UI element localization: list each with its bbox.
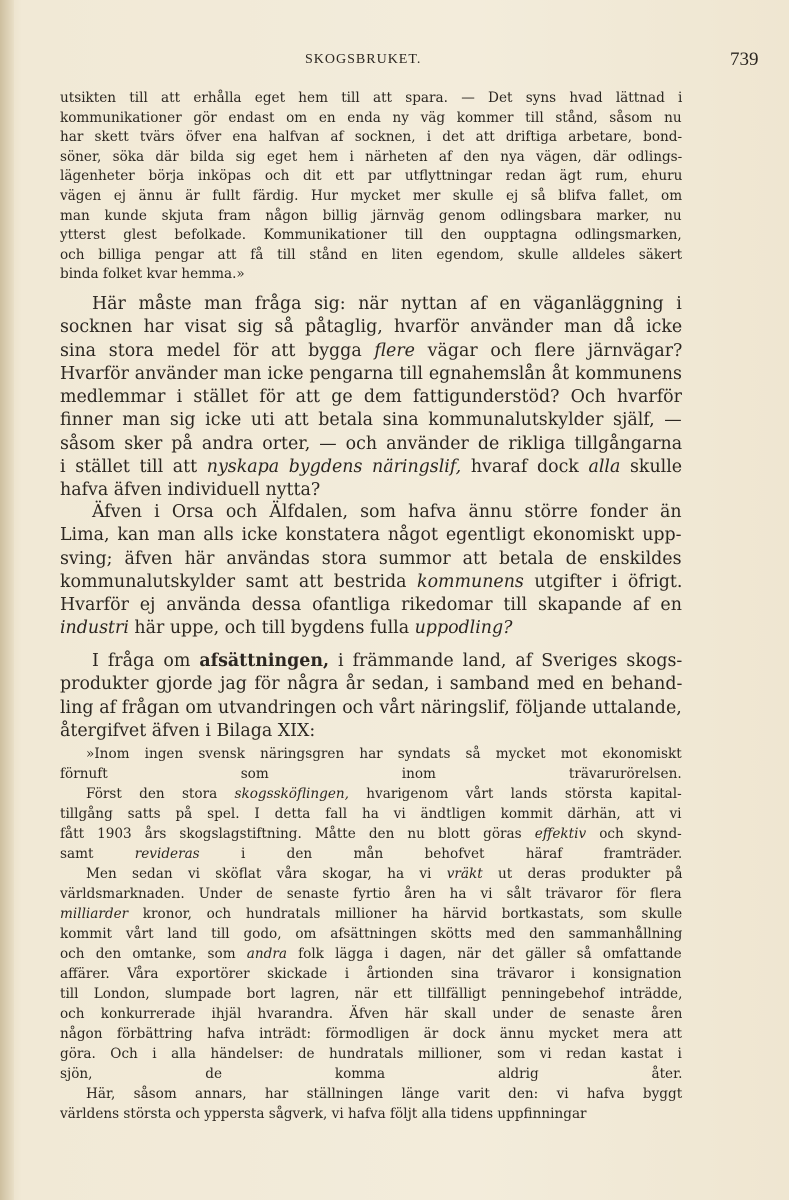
italic-text: nyskapa bygdens näringslif, [206,457,462,478]
paragraph-2 [60,501,682,641]
text-line: såsom sker på andra orter, — och använder de rikliga tillgångarna [60,433,683,454]
text-line: Lima, kan man alls icke konstatera något egentligt ekonomiskt upp- [60,525,682,546]
text-line: återgifvet äfven i Bilaga XIX: [60,720,316,741]
italic-text: skogssköflingen, [234,786,349,802]
text-line: Äfven i Orsa och Älfdalen, som hafva ännu större fonder än [92,502,682,522]
quoted-small-paragraph [60,89,682,285]
text-line: sving; äfven här användas stora summor att betala de enskildes [60,548,682,569]
text-line: man kunde skjuta fram någon billig järnväg genom odlingsbara marker, nu [60,207,682,224]
italic-text: revideras [134,846,200,862]
italic-text: andra [246,946,287,962]
text-line: i stället till att nyskapa bygdens näringslif, hvaraf dock alla skulle [60,457,683,478]
text-line: och billiga pengar att få till stånd en liten egendom, skulle alldeles säkert [60,246,683,263]
text-line: och den omtanke, som andra folk lägga i dagen, när det gäller så omfattande [60,946,682,962]
spaced-emphasis: afsättningen, [199,651,330,671]
text-line: Först den stora skogssköflingen, hvarigenom vårt lands största kapital- [86,786,682,802]
text-line: någon förbättring hafva inträdt: förmodligen är dock ännu mycket mera att [60,1026,682,1042]
text-line: industri här uppe, och till bygdens fulla uppodling? [60,618,513,639]
text-line: Men sedan vi sköflat våra skogar, ha vi vräkt ut deras produkter på [86,866,683,882]
text-line: utsikten till att erhålla eget hem till att spara. — Det syns hvad lättnad i [60,90,683,106]
text-line: vägen ej ännu är fullt färdig. Hur mycket mer skulle ej så blifva fallet, om [60,187,683,204]
paragraph-1 [60,293,682,503]
text-line: världsmarknaden. Under de senaste fyrtio åren ha vi sålt trävaror för flera [60,886,682,902]
text-line: milliarder kronor, och hundratals millioner ha härvid bortkastats, som skulle [60,906,683,922]
text-line: kommunikationer gör endast om en enda ny väg kommer till stånd, såsom nu [60,109,682,126]
text-line: Här måste man fråga sig: när nyttan af en väganläggning i [92,294,682,314]
text-line: Hvarför använder man icke pengarna till egnahemslån åt kommunens [60,363,682,384]
text-line: I fråga om afsättningen, i främmande land, af Sveriges skogs- [92,651,683,671]
text-line: sjön, de komma aldrig åter. [60,1066,683,1082]
italic-text: flere [374,340,415,361]
text-line: socknen har visat sig så påtaglig, hvarför använder man då icke [60,317,683,338]
text-line: ytterst glest befolkade. Kommunikationer till den oupptagna odlingsmarken, [60,227,682,244]
text-line: hafva äfven individuell nytta? [60,480,321,501]
italic-text: alla [588,457,621,478]
text-line: kommit vårt land till godo, om afsättningen skötts med den sammanhållning [60,926,683,942]
running-title: SKOGSBRUKET. [305,52,422,67]
text-line: Här, såsom annars, har ställningen länge varit den: vi hafva byggt [86,1086,683,1102]
text-line: göra. Och i alla händelser: de hundratals millioner, som vi redan kastat i [60,1046,682,1062]
text-line: har skett tvärs öfver ena halfvan af socknen, i det att driftiga arbetare, bond- [60,129,683,146]
italic-text: milliarder [60,906,129,922]
italic-text: uppodling? [414,618,513,639]
text-line: världens största och yppersta sågverk, vi hafva följt alla tidens uppfinningar [60,1106,587,1122]
text-line: »Inom ingen svensk näringsgren har syndats så mycket mot ekonomiskt [86,746,682,762]
italic-text: industri [60,618,129,639]
text-line: finner man sig icke uti att betala sina kommunalutskylder själf, — [60,410,682,431]
italic-text: effektiv [534,826,587,842]
italic-text: vräkt [446,866,483,882]
text-line: sina stora medel för att bygga flere vägar och flere järnvägar? [60,340,683,361]
text-line: ling af frågan om utvandringen och vårt näringslif, följande uttalande, [60,697,682,718]
text-line: fått 1903 års skogslagstiftning. Måtte den nu blott göras effektiv och skynd- [60,826,682,842]
page-number: 739 [730,49,759,70]
paragraph-3 [60,650,682,743]
text-line: produkter gjorde jag för några år sedan, i samband med en behand- [60,674,683,695]
block-quote [60,744,682,1124]
italic-text: kommunens [417,571,524,592]
text-line: Hvarför ej använda dessa ofantliga rikedomar till skapande af en [60,595,682,616]
text-line: tillgång satts på spel. I detta fall ha vi ändtligen kommit därhän, att vi [60,806,682,822]
text-line: och konkurrerade ihjäl hvarandra. Äfven här skall under de senaste åren [60,1006,683,1022]
text-line: samt revideras i den mån behofvet häraf framträder. [60,846,683,862]
page-header [0,50,789,74]
text-line: lägenheter börja inköpas och dit ett par utflyttningar redan ägt rum, ehuru [60,168,683,185]
text-line: förnuft som inom trävarurörelsen. [60,766,682,782]
text-line: till London, slumpade bort lagren, när ett tillfälligt penningebehof inträdde, [60,986,683,1002]
text-line: medlemmar i stället för att ge dem fattigunderstöd? Och hvarför [60,387,682,408]
page-gutter [0,0,14,1200]
text-line: kommunalutskylder samt att bestrida kommunens utgifter i öfrigt. [60,571,683,592]
text-line: affärer. Våra exportörer skickade i årtionden sina trävaror i konsignation [60,966,682,982]
text-line: söner, söka där bilda sig eget hem i närheten af den nya vägen, där odlings- [60,148,683,165]
text-line: binda folket kvar hemma.» [60,266,245,283]
